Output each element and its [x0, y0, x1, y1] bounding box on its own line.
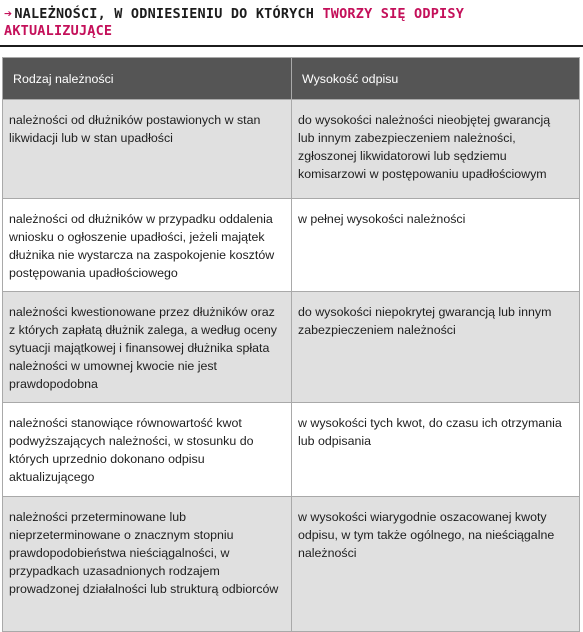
cell-write-down-amount: w pełnej wysokości należności: [292, 199, 580, 292]
title-accent-part: TWORZY SIĘ ODPISY AKTUALIZUJĄCE: [4, 6, 465, 39]
table-row: [3, 497, 580, 632]
table-row: [3, 403, 580, 497]
page-title: [4, 6, 574, 40]
title-divider: [0, 45, 583, 47]
cell-write-down-amount: w wysokości wiarygodnie oszacowanej kwoty odpisu, w tym także ogólnego, na nieściągalne należności: [292, 497, 580, 632]
cell-write-down-amount: w wysokości tych kwot, do czasu ich otrzymania lub odpisania: [292, 403, 580, 497]
cell-write-down-amount: do wysokości należności nieobjętej gwarancją lub innym zabezpieczeniem należności, zgłoszonej likwidatorowi lub sędziemu komisarzowi w postępowaniu upadłościowym: [292, 100, 580, 199]
header-receivable-type: Rodzaj należności: [3, 58, 292, 100]
table-row: [3, 100, 580, 199]
table-row: [3, 292, 580, 403]
cell-receivable-type: należności od dłużników w przypadku oddalenia wniosku o ogłoszenie upadłości, jeżeli majątek dłużnika nie wystarcza na zaspokojenie kosztów postępowania upadłościowego: [3, 199, 292, 292]
header-write-down-amount: Wysokość odpisu: [292, 58, 580, 100]
cell-receivable-type: należności stanowiące równowartość kwot podwyższających należności, w stosunku do których uprzednio dokonano odpisu aktualizującego: [3, 403, 292, 497]
table-row: [3, 199, 580, 292]
title-dark-part: NALEŻNOŚCI, W ODNIESIENIU DO KTÓRYCH: [14, 6, 315, 22]
table-header-row: [3, 58, 580, 100]
cell-receivable-type: należności kwestionowane przez dłużników oraz z których zapłatą dłużnik zalega, a według oceny sytuacji majątkowej i finansowej dłużnika spłata należności w umownej kwocie nie jest prawdopodobna: [3, 292, 292, 403]
receivables-table: [2, 57, 580, 632]
cell-receivable-type: należności od dłużników postawionych w stan likwidacji lub w stan upadłości: [3, 100, 292, 199]
cell-write-down-amount: do wysokości niepokrytej gwarancją lub innym zabezpieczeniem należności: [292, 292, 580, 403]
arrow-icon: ➔: [4, 6, 13, 22]
cell-receivable-type: należności przeterminowane lub nieprzeterminowane o znacznym stopniu prawdopodobieństwa nieściągalności, w przypadkach uzasadnionych rodzajem prowadzonej działalności lub strukturą odbiorców: [3, 497, 292, 632]
